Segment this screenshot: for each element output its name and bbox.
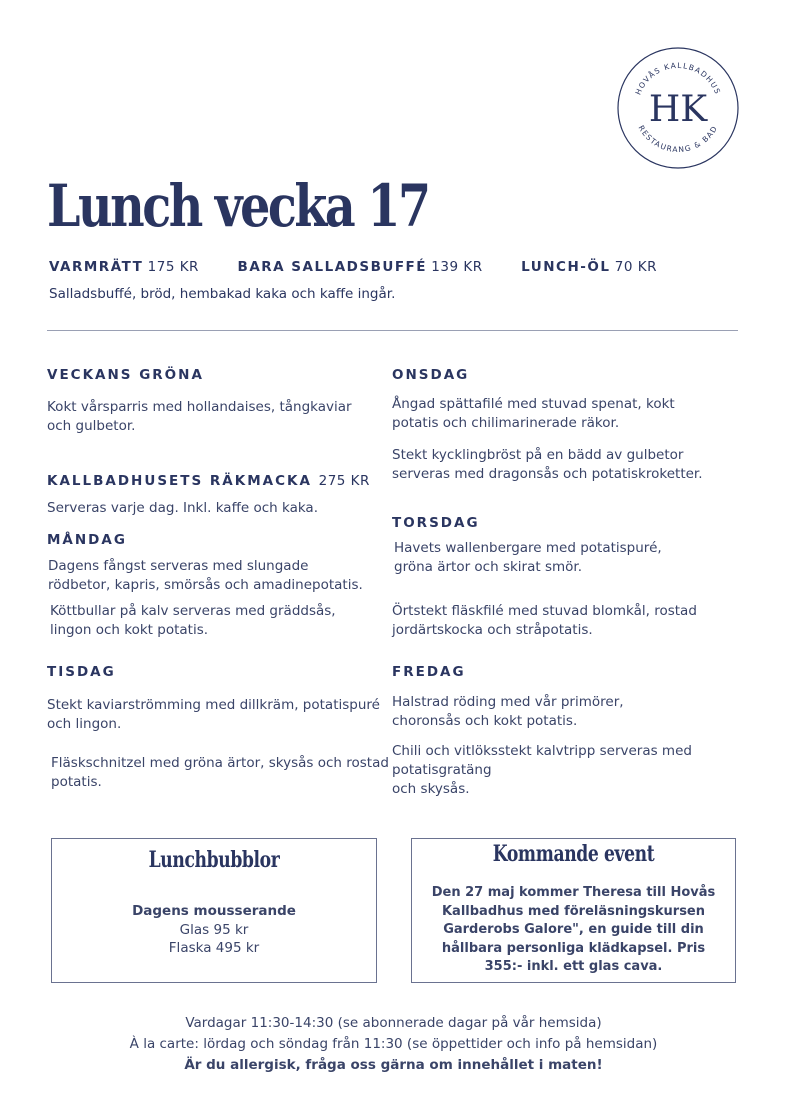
bubbles-glass: Glas 95 kr <box>179 921 249 938</box>
tisdag-dish-1: Stekt kaviarströmming med dillkräm, potatispuré och lingon. <box>47 697 380 732</box>
price-value-main: 175 KR <box>147 259 199 275</box>
fredag-dish-1: Halstrad röding med vår primörer, choronsås och kokt potatis. <box>392 694 624 729</box>
rakmacka-text: Serveras varje dag. Inkl. kaffe och kaka. <box>47 500 318 516</box>
mandag-dish-2: Köttbullar på kalv serveras med gräddsås, lingon och kokt potatis. <box>50 603 336 638</box>
footer <box>0 1013 787 1076</box>
logo <box>617 47 739 169</box>
footer-allergy-note: Är du allergisk, fråga oss gärna om innehållet i maten! <box>184 1057 603 1073</box>
divider <box>47 330 738 331</box>
bubbles-name: Dagens mousserande <box>132 903 296 919</box>
onsdag-dish-1: Ångad spättafilé med stuvad spenat, kokt potatis och chilimarinerade räkor. <box>392 396 675 431</box>
bubbles-box <box>51 838 377 983</box>
heading-rakmacka: KALLBADHUSETS RÄKMACKA 275 KR <box>47 473 370 489</box>
torsdag-dish-1: Havets wallenbergare med potatispuré, gröna ärtor och skirat smör. <box>394 540 662 575</box>
footer-weekend-hours: À la carte: lördag och söndag från 11:30 (se öppettider och info på hemsidan) <box>129 1036 658 1052</box>
page-title: Lunch vecka 17 <box>47 172 429 240</box>
price-label-salad: BARA SALLADSBUFFÉ <box>237 259 427 275</box>
bubbles-content <box>52 902 376 958</box>
included-note: Salladsbuffé, bröd, hembakad kaka och kaffe ingår. <box>49 286 396 302</box>
bubbles-bottle: Flaska 495 kr <box>168 940 260 956</box>
price-value-beer: 70 KR <box>614 259 657 275</box>
heading-tisdag: TISDAG <box>47 664 116 680</box>
heading-mandag: MÅNDAG <box>47 532 127 548</box>
price-label-beer: LUNCH-ÖL <box>521 259 611 275</box>
bubbles-title: Lunchbubblor <box>148 847 280 873</box>
logo-ring-bottom: RESTAURANG & BAD <box>636 123 720 155</box>
logo-monogram: HK <box>648 89 708 130</box>
logo-emblem <box>617 47 739 169</box>
onsdag-dish-2: Stekt kycklingbröst på en bädd av gulbetor serveras med dragonsås och potatiskroketter. <box>392 447 703 482</box>
mandag-dish-1: Dagens fångst serveras med slungade rödbetor, kapris, smörsås och amadinepotatis. <box>48 558 363 593</box>
torsdag-dish-2: Örtstekt fläskfilé med stuvad blomkål, rostad jordärtskocka och stråpotatis. <box>392 603 697 638</box>
event-title: Kommande event <box>492 841 655 867</box>
price-label-main: VARMRÄTT <box>49 259 144 275</box>
logo-ring-top: HOVÅS KALLBADHUS <box>633 60 723 97</box>
tisdag-dish-2: Fläskschnitzel med gröna ärtor, skysås och rostad potatis. <box>51 755 389 790</box>
event-text: Den 27 maj kommer Theresa till Hovås Kallbadhus med föreläsningskursen Garderobs Galore", en guide till din hållbara personliga klädkapsel. Pris 355:- inkl. ett glas cava. <box>431 885 716 974</box>
heading-torsdag: TORSDAG <box>392 515 480 531</box>
footer-weekday-hours: Vardagar 11:30-14:30 (se abonnerade dagar på vår hemsida) <box>185 1015 602 1031</box>
fredag-dish-2: Chili och vitlöksstekt kalvtripp serveras med potatisgratäng och skysås. <box>392 743 692 797</box>
heading-fredag: FREDAG <box>392 664 466 680</box>
event-box <box>411 838 736 983</box>
heading-veckans-grona: VECKANS GRÖNA <box>47 367 204 383</box>
price-list <box>49 259 657 275</box>
price-value-salad: 139 KR <box>431 259 483 275</box>
veckans-grona-text: Kokt vårsparris med hollandaises, tångkaviar och gulbetor. <box>47 399 352 434</box>
heading-onsdag: ONSDAG <box>392 367 470 383</box>
